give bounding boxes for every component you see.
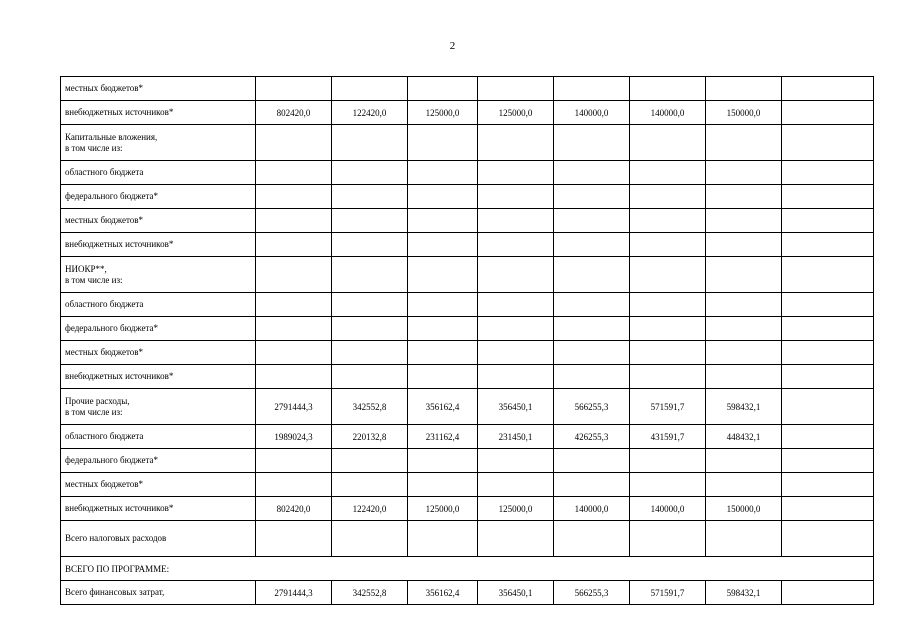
table-row [61, 161, 874, 185]
table-row [61, 293, 874, 317]
value-cell [408, 521, 478, 557]
value-cell: 140000,0 [630, 497, 706, 521]
value-cell [706, 161, 782, 185]
value-cell: 356450,1 [478, 581, 554, 605]
value-cell [554, 209, 630, 233]
table-row [61, 425, 874, 449]
value-cell [630, 77, 706, 101]
value-cell [554, 449, 630, 473]
value-cell: 356450,1 [478, 389, 554, 425]
value-cell [706, 209, 782, 233]
row-label-line: Прочие расходы, [65, 395, 130, 406]
value-cell [256, 365, 332, 389]
row-label-line: Всего финансовых затрат, [65, 587, 165, 597]
value-cell [706, 233, 782, 257]
value-cell [706, 293, 782, 317]
row-label [61, 101, 256, 125]
value-cell [706, 77, 782, 101]
value-cell: 220132,8 [332, 425, 408, 449]
row-label [61, 77, 256, 101]
table-row [61, 101, 874, 125]
row-label-line: областного бюджета [65, 431, 144, 441]
table-row [61, 581, 874, 605]
value-cell [478, 233, 554, 257]
value-cell [554, 125, 630, 161]
value-cell [332, 209, 408, 233]
value-cell [478, 449, 554, 473]
value-cell [332, 293, 408, 317]
value-cell [256, 521, 332, 557]
row-label [61, 581, 256, 605]
row-label-line: внебюджетных источников* [65, 107, 174, 117]
value-cell [478, 293, 554, 317]
row-label [61, 425, 256, 449]
table-row [61, 125, 874, 161]
value-cell [256, 233, 332, 257]
value-cell [478, 125, 554, 161]
value-cell [256, 473, 332, 497]
row-label [61, 125, 256, 161]
value-cell [408, 365, 478, 389]
value-cell: 122420,0 [332, 101, 408, 125]
value-cell: 356162,4 [408, 389, 478, 425]
value-cell [630, 473, 706, 497]
value-cell [478, 317, 554, 341]
value-cell [478, 341, 554, 365]
section-row [61, 557, 874, 581]
row-label [61, 317, 256, 341]
row-label-line: Капитальные вложения, [65, 131, 158, 142]
value-cell [408, 233, 478, 257]
row-label-line: Всего налоговых расходов [65, 533, 167, 543]
extra-cell [782, 101, 874, 125]
value-cell [630, 521, 706, 557]
value-cell [630, 341, 706, 365]
value-cell [332, 521, 408, 557]
row-label [61, 257, 256, 293]
row-label [61, 341, 256, 365]
value-cell: 566255,3 [554, 389, 630, 425]
value-cell: 431591,7 [630, 425, 706, 449]
extra-cell [782, 77, 874, 101]
row-label-line: НИОКР**, [65, 263, 107, 274]
extra-cell [782, 425, 874, 449]
row-label [61, 473, 256, 497]
value-cell: 140000,0 [554, 497, 630, 521]
value-cell [408, 257, 478, 293]
value-cell [256, 185, 332, 209]
extra-cell [782, 389, 874, 425]
table-row [61, 209, 874, 233]
value-cell [408, 317, 478, 341]
value-cell [554, 77, 630, 101]
row-label-line: областного бюджета [65, 167, 144, 177]
table-row [61, 185, 874, 209]
extra-cell [782, 125, 874, 161]
value-cell: 802420,0 [256, 101, 332, 125]
value-cell [554, 257, 630, 293]
value-cell [630, 257, 706, 293]
value-cell [478, 209, 554, 233]
value-cell [554, 473, 630, 497]
value-cell [706, 449, 782, 473]
value-cell [256, 317, 332, 341]
table-row [61, 365, 874, 389]
value-cell: 342552,8 [332, 581, 408, 605]
value-cell [332, 317, 408, 341]
value-cell [706, 341, 782, 365]
value-cell [630, 161, 706, 185]
value-cell [256, 209, 332, 233]
value-cell [408, 77, 478, 101]
value-cell: 571591,7 [630, 389, 706, 425]
value-cell: 150000,0 [706, 101, 782, 125]
row-label-line: внебюджетных источников* [65, 503, 174, 513]
value-cell [256, 449, 332, 473]
value-cell [554, 293, 630, 317]
value-cell [554, 521, 630, 557]
value-cell [630, 185, 706, 209]
extra-cell [782, 161, 874, 185]
section-title: ВСЕГО ПО ПРОГРАММЕ: [61, 557, 874, 581]
table-row [61, 257, 874, 293]
table-row [61, 233, 874, 257]
value-cell: 125000,0 [478, 497, 554, 521]
value-cell [408, 161, 478, 185]
value-cell: 150000,0 [706, 497, 782, 521]
value-cell [630, 449, 706, 473]
value-cell: 122420,0 [332, 497, 408, 521]
value-cell: 566255,3 [554, 581, 630, 605]
value-cell [630, 209, 706, 233]
table-row [61, 497, 874, 521]
extra-cell [782, 341, 874, 365]
value-cell [478, 365, 554, 389]
row-label-line: федерального бюджета* [65, 191, 159, 201]
extra-cell [782, 473, 874, 497]
value-cell [630, 233, 706, 257]
value-cell [408, 209, 478, 233]
table-row [61, 521, 874, 557]
value-cell: 2791444,3 [256, 581, 332, 605]
value-cell [332, 365, 408, 389]
value-cell [408, 473, 478, 497]
value-cell [332, 473, 408, 497]
row-label-line: в том числе из: [65, 406, 123, 417]
extra-cell [782, 317, 874, 341]
value-cell: 598432,1 [706, 389, 782, 425]
row-label-line: местных бюджетов* [65, 347, 144, 357]
value-cell [554, 341, 630, 365]
value-cell [256, 341, 332, 365]
value-cell: 125000,0 [408, 497, 478, 521]
row-label-line: в том числе из: [65, 142, 123, 153]
value-cell [256, 257, 332, 293]
value-cell [332, 449, 408, 473]
value-cell [408, 185, 478, 209]
value-cell [478, 521, 554, 557]
row-label [61, 521, 256, 557]
value-cell [256, 293, 332, 317]
row-label [61, 293, 256, 317]
row-label [61, 209, 256, 233]
row-label [61, 233, 256, 257]
extra-cell [782, 449, 874, 473]
extra-cell [782, 521, 874, 557]
value-cell: 2791444,3 [256, 389, 332, 425]
value-cell [332, 233, 408, 257]
table-row [61, 341, 874, 365]
table-body [61, 77, 874, 605]
value-cell [554, 317, 630, 341]
value-cell: 125000,0 [478, 101, 554, 125]
extra-cell [782, 497, 874, 521]
value-cell [554, 185, 630, 209]
row-label-line: областного бюджета [65, 299, 144, 309]
value-cell [256, 125, 332, 161]
table-row [61, 389, 874, 425]
value-cell [332, 77, 408, 101]
extra-cell [782, 257, 874, 293]
value-cell [706, 257, 782, 293]
table-row [61, 317, 874, 341]
value-cell [630, 365, 706, 389]
row-label-line: местных бюджетов* [65, 83, 144, 93]
extra-cell [782, 293, 874, 317]
value-cell [706, 365, 782, 389]
value-cell [478, 473, 554, 497]
value-cell [256, 161, 332, 185]
value-cell [706, 125, 782, 161]
row-label-line: местных бюджетов* [65, 479, 144, 489]
extra-cell [782, 233, 874, 257]
value-cell: 426255,3 [554, 425, 630, 449]
value-cell [554, 161, 630, 185]
value-cell: 598432,1 [706, 581, 782, 605]
row-label [61, 389, 256, 425]
value-cell: 125000,0 [408, 101, 478, 125]
value-cell [332, 257, 408, 293]
value-cell [706, 521, 782, 557]
value-cell [554, 365, 630, 389]
row-label-line: местных бюджетов* [65, 215, 144, 225]
value-cell [630, 293, 706, 317]
value-cell: 356162,4 [408, 581, 478, 605]
value-cell: 231450,1 [478, 425, 554, 449]
row-label [61, 161, 256, 185]
value-cell: 571591,7 [630, 581, 706, 605]
table-row [61, 473, 874, 497]
value-cell [706, 185, 782, 209]
value-cell: 342552,8 [332, 389, 408, 425]
row-label-line: федерального бюджета* [65, 455, 159, 465]
row-label-line: федерального бюджета* [65, 323, 159, 333]
row-label-line: в том числе из: [65, 274, 123, 285]
extra-cell [782, 365, 874, 389]
extra-cell [782, 209, 874, 233]
row-label [61, 497, 256, 521]
value-cell [408, 293, 478, 317]
table-row [61, 449, 874, 473]
page-number: 2 [449, 40, 456, 52]
value-cell [408, 341, 478, 365]
value-cell [630, 317, 706, 341]
value-cell [630, 125, 706, 161]
value-cell [706, 473, 782, 497]
row-label [61, 185, 256, 209]
value-cell: 1989024,3 [256, 425, 332, 449]
value-cell [408, 449, 478, 473]
value-cell: 140000,0 [630, 101, 706, 125]
value-cell [408, 125, 478, 161]
value-cell [332, 125, 408, 161]
value-cell [478, 257, 554, 293]
row-label-line: внебюджетных источников* [65, 371, 174, 381]
value-cell [706, 317, 782, 341]
value-cell [478, 185, 554, 209]
value-cell [332, 161, 408, 185]
row-label-line: внебюджетных источников* [65, 239, 174, 249]
budget-table [60, 76, 874, 605]
value-cell: 448432,1 [706, 425, 782, 449]
row-label [61, 365, 256, 389]
extra-cell [782, 185, 874, 209]
value-cell [554, 233, 630, 257]
value-cell [332, 341, 408, 365]
value-cell [332, 185, 408, 209]
row-label [61, 449, 256, 473]
value-cell: 140000,0 [554, 101, 630, 125]
value-cell [256, 77, 332, 101]
value-cell [478, 77, 554, 101]
value-cell [478, 161, 554, 185]
extra-cell [782, 581, 874, 605]
value-cell: 802420,0 [256, 497, 332, 521]
table-row [61, 77, 874, 101]
value-cell: 231162,4 [408, 425, 478, 449]
